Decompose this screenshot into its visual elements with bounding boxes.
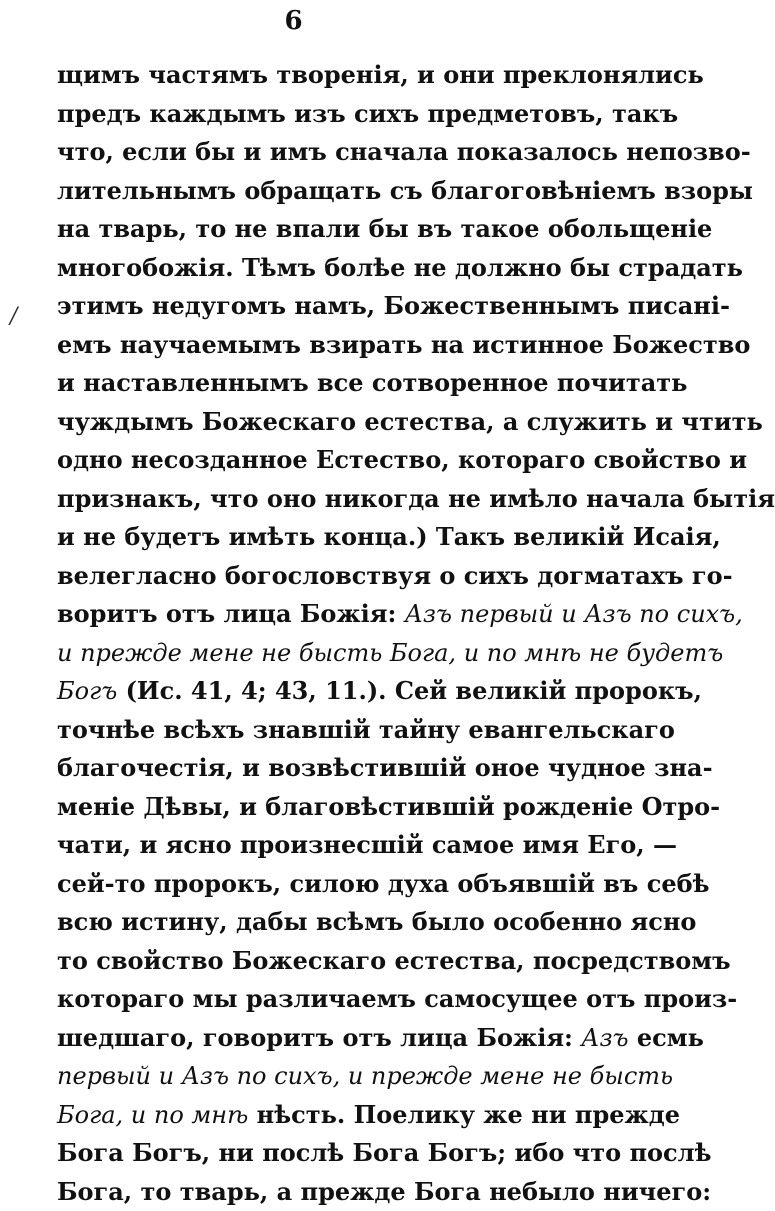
text-line: [57, 942, 581, 981]
text-segment: котораго мы различаемъ самосущее отъ произ-: [57, 984, 737, 1013]
text-segment: Бога Богъ, ни послѣ Бога Богъ; ибо что послѣ: [57, 1138, 711, 1167]
text-line: [57, 1096, 581, 1135]
text-line: [57, 903, 581, 942]
italic-quote: и прежде мене не бысть Бога, и по мнѣ не будетъ: [57, 639, 723, 667]
italic-quote: Богъ: [57, 677, 117, 705]
text-segment: лительнымъ обращать съ благоговѣніемъ взоры: [57, 176, 753, 205]
text-line: [57, 403, 581, 442]
text-line: [57, 1134, 581, 1173]
text-line: [57, 1019, 581, 1058]
text-line: [57, 788, 581, 827]
text-line: [57, 364, 581, 403]
text-segment: и наставленнымъ все сотворенное почитать: [57, 368, 687, 397]
text-segment: всю истину, дабы всѣмъ было особенно ясно: [57, 907, 696, 936]
page-number: 6: [0, 6, 588, 36]
text-line: [57, 326, 581, 365]
text-line: [57, 210, 581, 249]
italic-quote: Азъ первый и Азъ по сихъ,: [405, 600, 743, 628]
italic-quote: Бога, и по мнѣ: [57, 1101, 248, 1129]
text-segment: благочестія, и возвѣстившій оное чудное зна-: [57, 753, 713, 782]
text-segment: этимъ недугомъ намъ, Божественнымъ писані-: [57, 291, 730, 320]
text-line: [57, 95, 581, 134]
text-segment: шедшаго, говоритъ отъ лица Божія:: [57, 1023, 581, 1052]
text-segment: меніе Дѣвы, и благовѣстившій рожденіе Отро-: [57, 792, 720, 821]
text-line: [57, 826, 581, 865]
text-line: [57, 980, 581, 1019]
text-segment: одно несозданное Естество, котораго свойство и: [57, 445, 747, 474]
text-line: [57, 595, 581, 634]
text-segment: воритъ отъ лица Божія:: [57, 599, 405, 628]
text-line: [57, 287, 581, 326]
text-segment: то свойство Божескаго естества, посредствомъ: [57, 946, 731, 975]
text-line: [57, 557, 581, 596]
text-segment: точнѣе всѣхъ знавшій тайну евангельскаго: [57, 715, 675, 744]
text-segment: чати, и ясно произнесшій самое имя Его, —: [57, 830, 677, 859]
text-segment: и не будетъ имѣть конца.) Такъ великій Исаія,: [57, 522, 721, 551]
text-segment: Бога, то тварь, а прежде Бога небыло ничего:: [57, 1177, 711, 1206]
text-line: [57, 749, 581, 788]
text-line: [57, 518, 581, 557]
body-text: [57, 56, 581, 1211]
text-line: [57, 56, 581, 95]
text-segment: чуждымъ Божескаго естества, а служить и чтить: [57, 407, 763, 436]
text-segment: многобожія. Тѣмъ болѣе не должно бы страдать: [57, 253, 743, 282]
text-segment: (Ис. 41, 4; 43, 11.). Сей великій пророкъ,: [117, 676, 702, 705]
text-line: [57, 634, 581, 673]
text-segment: на тварь, то не впали бы въ такое обольщеніе: [57, 214, 712, 243]
text-line: [57, 1173, 581, 1211]
text-line: [57, 441, 581, 480]
text-line: [57, 1057, 581, 1096]
text-line: [57, 865, 581, 904]
text-line: [57, 672, 581, 711]
margin-pencil-mark: /: [10, 304, 17, 329]
text-segment: велегласно богословствуя о сихъ догматахъ го-: [57, 561, 733, 590]
italic-quote: первый и Азъ по сихъ, и прежде мене не бысть: [57, 1062, 673, 1090]
text-segment: предъ каждымъ изъ сихъ предметовъ, такъ: [57, 99, 678, 128]
text-segment: есмь: [629, 1023, 704, 1052]
italic-quote: Азъ: [581, 1024, 628, 1052]
text-line: [57, 133, 581, 172]
text-line: [57, 172, 581, 211]
text-segment: щимъ частямъ творенія, и они преклонялись: [57, 60, 704, 89]
text-segment: признакъ, что оно никогда не имѣло начала бытія: [57, 484, 775, 513]
text-line: [57, 249, 581, 288]
text-segment: сей-то пророкъ, силою духа объявшій въ себѣ: [57, 869, 709, 898]
text-line: [57, 711, 581, 750]
text-segment: что, если бы и имъ сначала показалось непозво-: [57, 137, 751, 166]
text-segment: нѣсть. Поелику же ни прежде: [248, 1100, 680, 1129]
text-line: [57, 480, 581, 519]
text-segment: емъ научаемымъ взирать на истинное Божество: [57, 330, 750, 359]
